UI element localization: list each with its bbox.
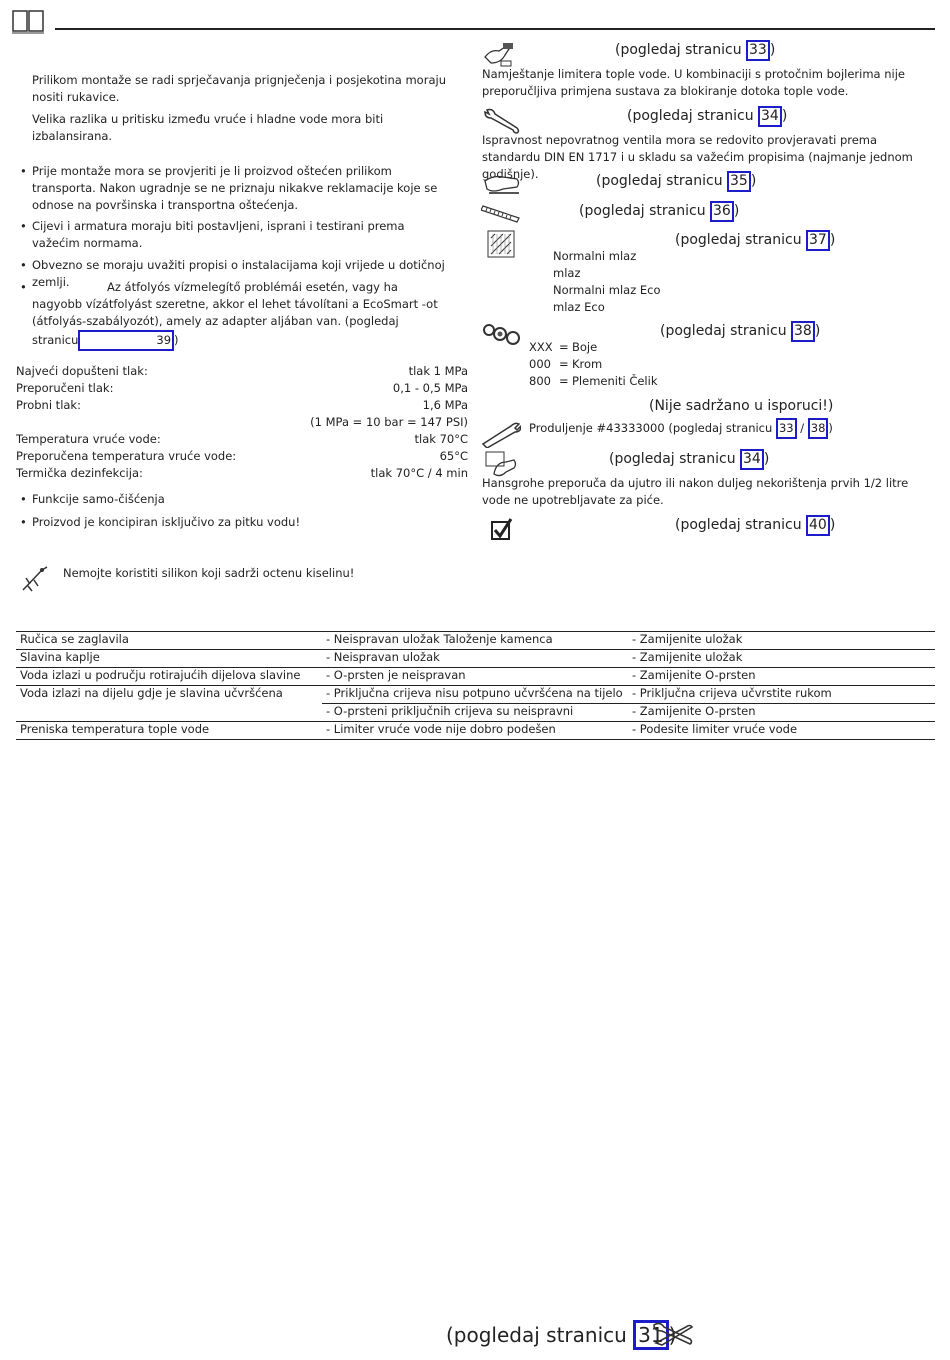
finish-eq: = bbox=[559, 374, 569, 388]
see-page-label: (pogledaj stranicu bbox=[446, 1323, 627, 1347]
close-paren: ) bbox=[829, 517, 836, 533]
close-paren: ) bbox=[763, 451, 770, 467]
table-row bbox=[16, 668, 935, 686]
page-ref-35[interactable]: 35 bbox=[727, 171, 751, 192]
see-page-label: (pogledaj stranicu bbox=[615, 42, 742, 58]
spray-mode: mlaz bbox=[553, 266, 581, 280]
see-page-34 bbox=[627, 106, 787, 127]
install-bullet-2: Cijevi i armatura moraju biti postavljeni, isprani i testirani prema važećim normama. bbox=[32, 219, 405, 250]
header-rule bbox=[55, 28, 935, 30]
not-included-note: (Nije sadržano u isporuci!) bbox=[649, 398, 834, 414]
silicone-note: Nemojte koristiti silikon koji sadrži octenu kiselinu! bbox=[63, 566, 355, 580]
page-ref-36[interactable]: 36 bbox=[710, 201, 734, 222]
page-ref-34-b[interactable]: 34 bbox=[740, 449, 764, 470]
bullet-dot: • bbox=[20, 280, 27, 294]
see-page-40 bbox=[675, 515, 835, 536]
tools-icon bbox=[652, 1321, 694, 1351]
spray-mode: Normalni mlaz Eco bbox=[553, 283, 661, 297]
see-page-34-b bbox=[609, 449, 769, 470]
safety-pressure-text: Velika razlika u pritisku između vruće i hladne vode mora biti izbalansirana. bbox=[32, 112, 384, 143]
table-row bbox=[16, 632, 935, 650]
spray-mode: Normalni mlaz bbox=[553, 249, 637, 263]
page-ref-38[interactable]: 38 bbox=[791, 321, 815, 342]
finish-name: Krom bbox=[572, 357, 603, 371]
remedy-cell: - Zamijenite O-prsten bbox=[632, 704, 756, 718]
see-page-label: (pogledaj stranicu bbox=[660, 323, 787, 339]
tech-label: Probni tlak: bbox=[16, 398, 81, 412]
bullet-dot: • bbox=[20, 515, 27, 529]
table-row bbox=[16, 650, 935, 668]
close-paren: ) bbox=[750, 173, 757, 189]
finish-row bbox=[529, 356, 729, 373]
cause-cell: - Neispravan uložak bbox=[326, 650, 440, 664]
finish-name: Plemeniti Čelik bbox=[572, 374, 658, 388]
finish-code: 000 bbox=[529, 357, 551, 371]
cause-cell: - Neispravan uložak Taloženje kamenca bbox=[326, 632, 553, 646]
feature-bullet-2: Proizvod je koncipiran isključivo za pitku vodu! bbox=[32, 515, 301, 529]
close-paren: ) bbox=[668, 1323, 677, 1347]
extension-wrench-icon bbox=[481, 420, 521, 452]
see-page-36 bbox=[579, 201, 739, 222]
orings-icon bbox=[482, 322, 522, 350]
finish-eq: = bbox=[559, 357, 569, 371]
finish-name: Boje bbox=[572, 340, 598, 354]
tech-value: 1,6 MPa bbox=[422, 398, 468, 412]
tech-label: Preporučeni tlak: bbox=[16, 381, 114, 395]
bullet-dot: • bbox=[20, 258, 27, 272]
finish-eq: = bbox=[559, 340, 569, 354]
finish-row bbox=[529, 339, 729, 356]
remedy-cell: - Zamijenite uložak bbox=[632, 632, 743, 646]
extension-text bbox=[529, 418, 833, 439]
tech-label: Temperatura vruće vode: bbox=[16, 432, 161, 446]
close-paren: ) bbox=[828, 421, 833, 435]
hansgrohe-text: Hansgrohe preporuča da ujutro ili nakon duljeg nekorištenja prvih 1/2 litre vode ne upotrebljavate za piće. bbox=[482, 476, 909, 507]
page-ref-39[interactable]: 39 bbox=[78, 330, 174, 351]
see-page-label: (pogledaj stranicu bbox=[675, 517, 802, 533]
see-page-33 bbox=[615, 40, 775, 61]
tech-value: 0,1 - 0,5 MPa bbox=[392, 381, 468, 395]
spray-icon bbox=[487, 230, 515, 262]
tech-label: Termička dezinfekcija: bbox=[16, 466, 143, 480]
install-bullet-3: Obvezno se moraju uvažiti propisi o instalacijama koji vrijede u dotičnoj zemlji. bbox=[32, 258, 445, 289]
page-ref-40[interactable]: 40 bbox=[806, 515, 830, 536]
fault-cell: Slavina kaplje bbox=[20, 650, 100, 664]
tech-label: Najveći dopušteni tlak: bbox=[16, 364, 148, 378]
page-ref-31[interactable]: 31 bbox=[633, 1320, 668, 1350]
fault-cell: Preniska temperatura tople vode bbox=[20, 722, 210, 736]
silicone-gun-icon bbox=[20, 564, 50, 598]
bullet-dot: • bbox=[20, 492, 27, 506]
table-bottom-mask bbox=[0, 740, 950, 744]
bullet-dot: • bbox=[20, 219, 27, 233]
safety-gloves-text: Prilikom montaže se radi sprječavanja prignječenja i posjekotina moraju nositi rukavice. bbox=[32, 73, 446, 104]
page-ref-38-b[interactable]: 38 bbox=[808, 418, 829, 439]
feature-bullet-1: Funkcije samo-čišćenja bbox=[32, 492, 165, 506]
finish-code: XXX bbox=[529, 340, 553, 354]
fault-cell: Voda izlazi na dijelu gdje je slavina učvršćena bbox=[20, 686, 283, 700]
tech-value: tlak 70°C / 4 min bbox=[370, 466, 468, 480]
troubleshooting-table bbox=[16, 631, 935, 740]
ruler-icon bbox=[481, 200, 521, 228]
table-row bbox=[16, 686, 935, 704]
checkbox-icon bbox=[491, 517, 513, 545]
see-page-label: (pogledaj stranicu bbox=[627, 108, 754, 124]
close-paren: ) bbox=[733, 203, 740, 219]
spray-mode: mlaz Eco bbox=[553, 300, 605, 314]
close-paren: ) bbox=[174, 333, 179, 347]
finish-code: 800 bbox=[529, 374, 551, 388]
hungarian-text: Az átfolyós vízmelegítő problémái esetén, vagy ha nagyobb vízátfolyást szeretne, akkor el lehet távolítani a EcoSmart -ot (átfolyás-szabályozót), amely az adapter aljában van. (pogledaj stranicu bbox=[32, 280, 438, 347]
close-paren: ) bbox=[769, 42, 776, 58]
cause-cell: - Priključna crijeva nisu potpuno učvršćena na tijelo bbox=[326, 686, 623, 700]
book-icon bbox=[11, 8, 45, 38]
remedy-cell: - Podesite limiter vruće vode bbox=[632, 722, 798, 736]
page-ref-33[interactable]: 33 bbox=[746, 40, 770, 61]
see-page-label: (pogledaj stranicu bbox=[609, 451, 736, 467]
remedy-cell: - Priključna crijeva učvrstite rukom bbox=[632, 686, 832, 700]
tech-value: (1 MPa = 10 bar = 147 PSI) bbox=[310, 415, 468, 429]
fault-cell: Ručica se zaglavila bbox=[20, 632, 129, 646]
valve-text: Ispravnost nepovratnog ventila mora se redovito provjeravati prema standardu DIN EN 1717 i u skladu sa važećim propisima (najmanje jednom godišnje). bbox=[482, 133, 913, 181]
finish-row bbox=[529, 373, 729, 390]
footer-see-page bbox=[446, 1320, 676, 1350]
bullet-dot: • bbox=[20, 164, 27, 178]
finish-list bbox=[529, 339, 729, 390]
see-page-label: (pogledaj stranicu bbox=[675, 232, 802, 248]
close-paren: ) bbox=[829, 232, 836, 248]
close-paren: ) bbox=[814, 323, 821, 339]
cause-cell: - Limiter vruće vode nije dobro podešen bbox=[326, 722, 556, 736]
tech-value: tlak 1 MPa bbox=[408, 364, 468, 378]
page-ref-34[interactable]: 34 bbox=[758, 106, 782, 127]
see-page-label: (pogledaj stranicu bbox=[596, 173, 723, 189]
install-bullet-1: Prije montaže mora se provjeriti je li proizvod oštećen prilikom transporta. Nakon ugradnje se ne priznaju nikakve reklamacije koje se odnose na površinska i transportna oštećenja. bbox=[32, 164, 438, 212]
fault-cell: Voda izlazi u području rotirajućih dijelova slavine bbox=[20, 668, 301, 682]
cause-cell: - O-prsteni priključnih crijeva su neispravni bbox=[326, 704, 574, 718]
tech-value: tlak 70°C bbox=[414, 432, 468, 446]
see-page-label: (pogledaj stranicu bbox=[579, 203, 706, 219]
extension-label: Produljenje #43333000 (pogledaj stranicu bbox=[529, 421, 773, 435]
table-row bbox=[16, 722, 935, 740]
see-page-37 bbox=[675, 230, 835, 251]
page-ref-33-b[interactable]: 33 bbox=[776, 418, 797, 439]
hand-clean-icon bbox=[483, 171, 521, 201]
hungarian-bullet bbox=[32, 279, 442, 351]
spray-mode-list bbox=[553, 248, 661, 316]
limiter-text: Namještanje limitera tople vode. U kombinaciji s protočnim bojlerima nije preporučljiva primjena sustava za blokiranje dotoka tople vode. bbox=[482, 67, 905, 98]
tech-value: 65°C bbox=[439, 449, 468, 463]
close-paren: ) bbox=[781, 108, 788, 124]
remedy-cell: - Zamijenite O-prsten bbox=[632, 668, 756, 682]
cause-cell: - O-prsten je neispravan bbox=[326, 668, 466, 682]
tech-label: Preporučena temperatura vruće vode: bbox=[16, 449, 237, 463]
see-page-35 bbox=[596, 171, 756, 192]
remedy-cell: - Zamijenite uložak bbox=[632, 650, 743, 664]
page-ref-37[interactable]: 37 bbox=[806, 230, 830, 251]
ref-separator: / bbox=[800, 421, 805, 435]
